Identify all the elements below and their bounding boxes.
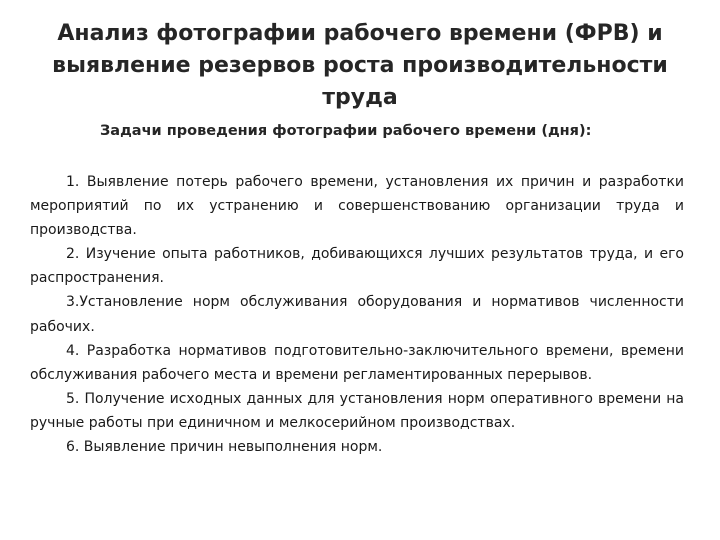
task-list [30, 170, 684, 459]
list-item: 6. Выявление причин невыполнения норм. [66, 439, 383, 456]
title-line-1: Анализ фотографии рабочего времени (ФРВ) и [57, 21, 663, 46]
list-item: 5. Получение исходных данных для установления норм оперативного времени на ручные работы при единичном и мелкосерийном производствах. [30, 390, 684, 431]
list-item: 3.Установление норм обслуживания оборудования и нормативов численности рабочих. [30, 294, 684, 335]
list-item: 1. Выявление потерь рабочего времени, установления их причин и разработки мероприятий по их устранению и совершенствованию организации труда и производства. [30, 174, 684, 239]
title-line-2: выявление резервов роста производительности труда [52, 53, 668, 110]
list-item: 2. Изучение опыта работников, добивающихся лучших результатов труда, и его распространения. [30, 246, 684, 287]
page-title [20, 18, 700, 114]
section-subtitle: Задачи проведения фотографии рабочего времени (дня): [100, 123, 592, 139]
list-item: 4. Разработка нормативов подготовительно-заключительного времени, времени обслуживания рабочего места и времени регламентированных перерывов. [30, 342, 684, 383]
